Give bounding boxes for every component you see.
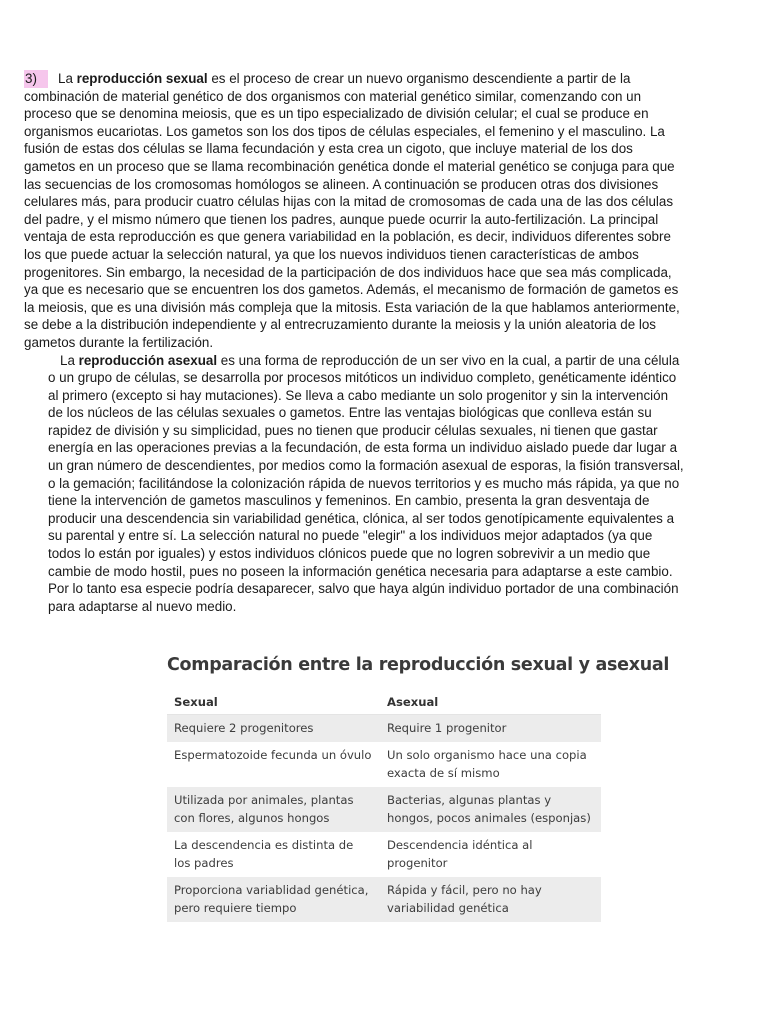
table-cell: Proporciona variablidad genética, pero requiere tiempo [167,877,380,922]
paragraph-asexual-reproduction [24,352,684,616]
document-body [24,70,684,615]
header-sexual: Sexual [167,689,380,715]
paragraph-text: es el proceso de crear un nuevo organismo descendiente a partir de la combinación de material genético de dos organismos con material genético similar, comenzando con un proceso que se denomina meiosis, que es un tipo especializado de división celular; el cual se produce en organismos eucariotas. Los gametos son los dos tipos de células especiales, el femenino y el masculino. La fusión de estas dos células se llama fecundación y esta crea un cigoto, que incluye material de los dos gametos en un proceso que se llama recombinación genética donde el material genético se conjuga para que las secuencias de los cromosomas homólogos se alineen. A continuación se producen otras dos divisiones celulares más, para producir cuatro células hijas con la mitad de cromosomas de cada una de las dos células del padre, y el mismo número que tienen los padres, aunque puede ocurrir la auto-fertilización. La principal ventaja de esta reproducción es que genera variabilidad en la población, es decir, individuos diferentes sobre los que puede actuar la selección natural, ya que los nuevos individuos tienen características de ambos progenitores. Sin embargo, la necesidad de la participación de dos individuos hace que sea más complicada, ya que es necesario que se encuentren los dos gametos. Además, el mecanismo de formación de gametos es la meiosis, que es una división más compleja que la mitosis. Esta variación de la que hablamos anteriormente, se debe a la distribución independiente y al entrecruzamiento durante la meiosis y la unión aleatoria de los gametos durante la fertilización. [24,71,680,350]
table-cell: Require 1 progenitor [380,715,601,743]
item-number: 3) [24,70,48,88]
term-sexual-reproduction: reproducción sexual [76,71,208,86]
table-row [167,715,601,743]
table-cell: Utilizada por animales, plantas con flores, algunos hongos [167,787,380,832]
table-cell: Un solo organismo hace una copia exacta de sí mismo [387,748,587,780]
paragraph-prefix: La [58,71,77,86]
table-row [167,832,601,877]
table-row [167,787,601,832]
table-row [167,877,601,922]
header-asexual: Asexual [380,689,601,715]
comparison-table [167,689,601,922]
table-cell: Espermatozoide fecunda un óvulo [174,748,372,762]
paragraph-prefix: La [60,352,79,368]
table-title: Comparación entre la reproducción sexual y asexual [167,655,670,675]
comparison-table-block [167,655,670,922]
table-row [167,742,601,787]
table-cell: Bacterias, algunas plantas y hongos, pocos animales (esponjas) [380,787,601,832]
table-cell: Rápida y fácil, pero no hay variabilidad genética [380,877,601,922]
table-header-row [167,689,601,715]
paragraph-text: es una forma de reproducción de un ser vivo en la cual, a partir de una célula o un grupo de células, se desarrolla por procesos mitóticos un individuo completo, genéticamente idéntico al primero (excepto si hay mutaciones). Se lleva a cabo mediante un solo progenitor y sin la intervención de los núcleos de las células sexuales o gametos. Entre las ventajas biológicas que conlleva están su rapidez de división y su simplicidad, pues no tienen que producir células sexuales, ni tienen que gastar energía en las operaciones previas a la fecundación, de esta forma un individuo aislado puede dar lugar a un gran número de descendientes, por medios como la formación asexual de esporas, la fisión transversal, o la gemación; facilitándose la colonización rápida de nuevos territorios y es mucho más rápida, ya que no tiene la intervención de gametos masculinos y femeninos. En cambio, presenta la gran desventaja de producir una descendencia sin variabilidad genética, clónica, al ser todos genotípicamente equivalentes a su parental y entre sí. La selección natural no puede "elegir" a los individuos mejor adaptados (ya que todos lo están por iguales) y estos individuos clónicos puede que no logren sobrevivir a un medio que cambie de modo hostil, pues no poseen la información genética necesaria para adaptarse a este cambio. Por lo tanto esa especie podría desaparecer, salvo que haya algún individuo portador de una combinación para adaptarse al nuevo medio. [48,352,684,614]
term-asexual-reproduction: reproducción asexual [78,352,218,368]
paragraph-sexual-reproduction [24,70,684,352]
table-cell: Descendencia idéntica al progenitor [387,838,533,870]
table-cell: La descendencia es distinta de los padres [174,838,354,870]
table-cell: Requiere 2 progenitores [167,715,380,743]
